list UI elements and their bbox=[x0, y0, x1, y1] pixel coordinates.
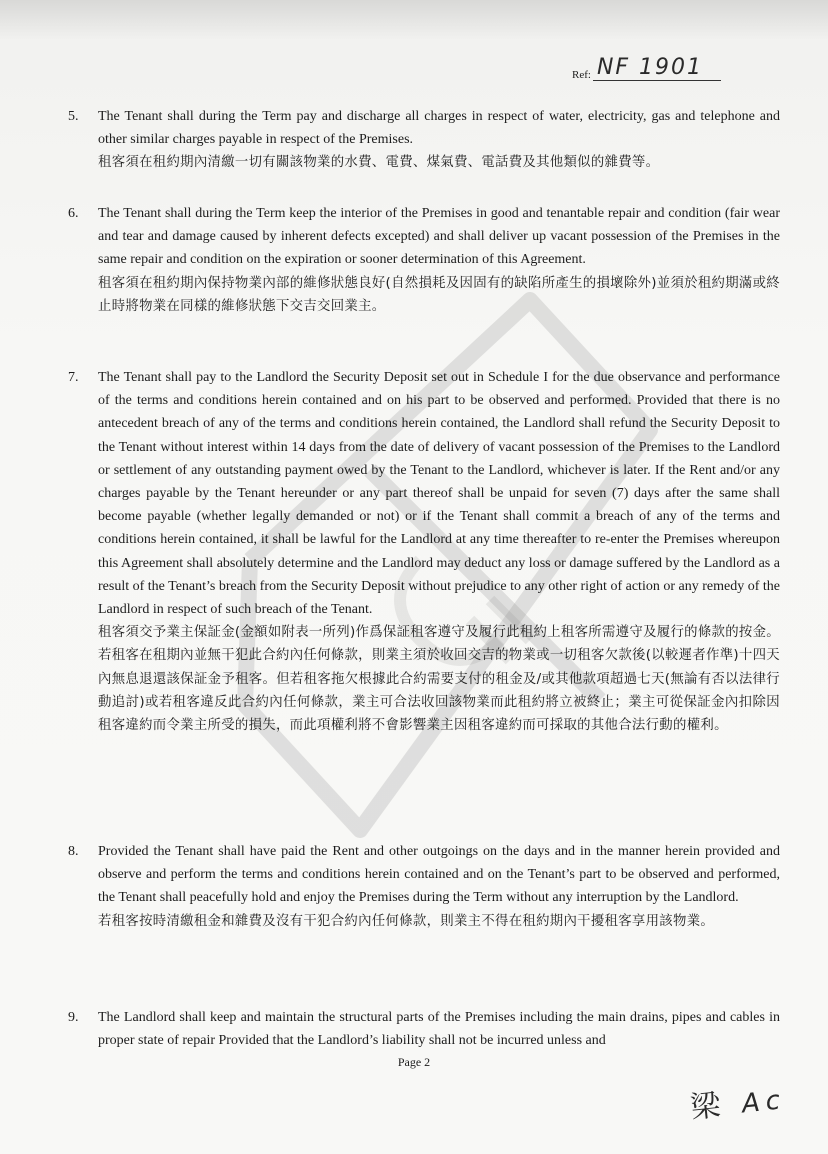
clause-number: 9. bbox=[68, 1010, 79, 1025]
clause-7 bbox=[68, 366, 780, 737]
clause-9 bbox=[68, 1006, 780, 1052]
clause-chinese-text: 租客須在租約期內清繳一切有關該物業的水費、電費、煤氣費、電話費及其他類似的雜費等。 bbox=[98, 155, 660, 171]
reference-field bbox=[572, 56, 721, 81]
clause-chinese-text: 租客須交予業主保証金(金額如附表一所列)作爲保証租客遵守及履行此租約上租客所需遵守及履行的條款的按金。若租客在租期內並無干犯此合約內任何條款，則業主須於收回交吉的物業或一切租客欠款後(以較遲者作準)十四天內無息退還該保証金予租客。但若租客拖欠根據此合約需要支付的租金及/或其他款項超過七天(無論有否以法律行動追討)或若租客違反此合約內任何條款，業主可合法收回該物業而此租約將立被終止；業主可從保証金內扣除因租客違約而令業主所受的損失，而此項權利將不會影響業主因租客違約而可採取的其他合法行動的權利。 bbox=[98, 625, 780, 734]
clause-english-text: The Tenant shall pay to the Landlord the Security Deposit set out in Schedule I for the due observance and performance of the terms and conditions herein contained and on his part to be observed and performed. Provided that there is no antecedent breach of any of the terms and conditions herein contained, the Landlord shall refund the Security Deposit to the Tenant without interest within 14 days from the date of delivery of vacant possession of the Premises to the Landlord or settlement of any outstanding payment owed by the Tenant to the Landlord, whichever is later. If the Rent and/or any charges payable by the Tenant hereunder or any part thereof shall be unpaid for seven (7) days after the same shall become payable (whether legally demanded or not) or if the Tenant shall commit a breach of any of the terms and conditions herein contained, it shall be lawful for the Landlord at any time thereafter to re-enter the Premises whereupon this Agreement shall absolutely determine and the Landlord may deduct any loss or damage suffered by the Landlord as a result of the Tenant’s breach from the Security Deposit without prejudice to any other right of action or any remedy of the Landlord in respect of such breach of the Tenant. bbox=[98, 370, 780, 618]
clause-number: 6. bbox=[68, 206, 79, 221]
clause-6 bbox=[68, 202, 780, 318]
signature-initials: Ac bbox=[740, 1085, 788, 1120]
clause-english-text: The Tenant shall during the Term keep the interior of the Premises in good and tenantable repair and condition (fair wear and tear and damage caused by inherent defects excepted) and shall deliver up vacant possession of the Premises in the same repair and condition on the expiration or sooner determination of this Agreement. bbox=[98, 206, 780, 268]
clause-chinese-text: 若租客按時清繳租金和雜費及沒有干犯合約內任何條款，則業主不得在租約期內干擾租客享用該物業。 bbox=[98, 913, 715, 929]
clause-number: 8. bbox=[68, 844, 79, 859]
clause-5 bbox=[68, 105, 780, 175]
signature-character: 梁 bbox=[688, 1087, 729, 1126]
clause-english-text: Provided the Tenant shall have paid the Rent and other outgoings on the days and in the manner herein provided and observe and perform the terms and conditions herein contained and on the Tenant’s part to be observed and performed, the Tenant shall peacefully hold and enjoy the Premises during the Term without any interruption by the Landlord. bbox=[98, 844, 780, 906]
clause-number: 5. bbox=[68, 109, 79, 124]
clause-chinese-text: 租客須在租約期內保持物業內部的維修狀態良好(自然損耗及因固有的缺陷所產生的損壞除外)並須於租約期滿或終止時將物業在同樣的維修狀態下交吉交回業主。 bbox=[98, 275, 780, 314]
clause-english-text: The Landlord shall keep and maintain the structural parts of the Premises including the main drains, pipes and cables in proper state of repair Provided that the Landlord’s liability shall not be incurred unless and bbox=[98, 1010, 780, 1049]
clause-english-text: The Tenant shall during the Term pay and discharge all charges in respect of water, electricity, gas and telephone and other similar charges payable in respect of the Premises. bbox=[98, 109, 780, 148]
page-top-shadow bbox=[0, 0, 828, 40]
page-number: Page 2 bbox=[397, 1055, 431, 1069]
reference-number: NF 1901 bbox=[593, 56, 721, 81]
clause-number: 7. bbox=[68, 370, 79, 385]
reference-label: Ref: bbox=[572, 69, 591, 81]
clause-8 bbox=[68, 840, 780, 933]
handwritten-signature bbox=[688, 1073, 788, 1127]
